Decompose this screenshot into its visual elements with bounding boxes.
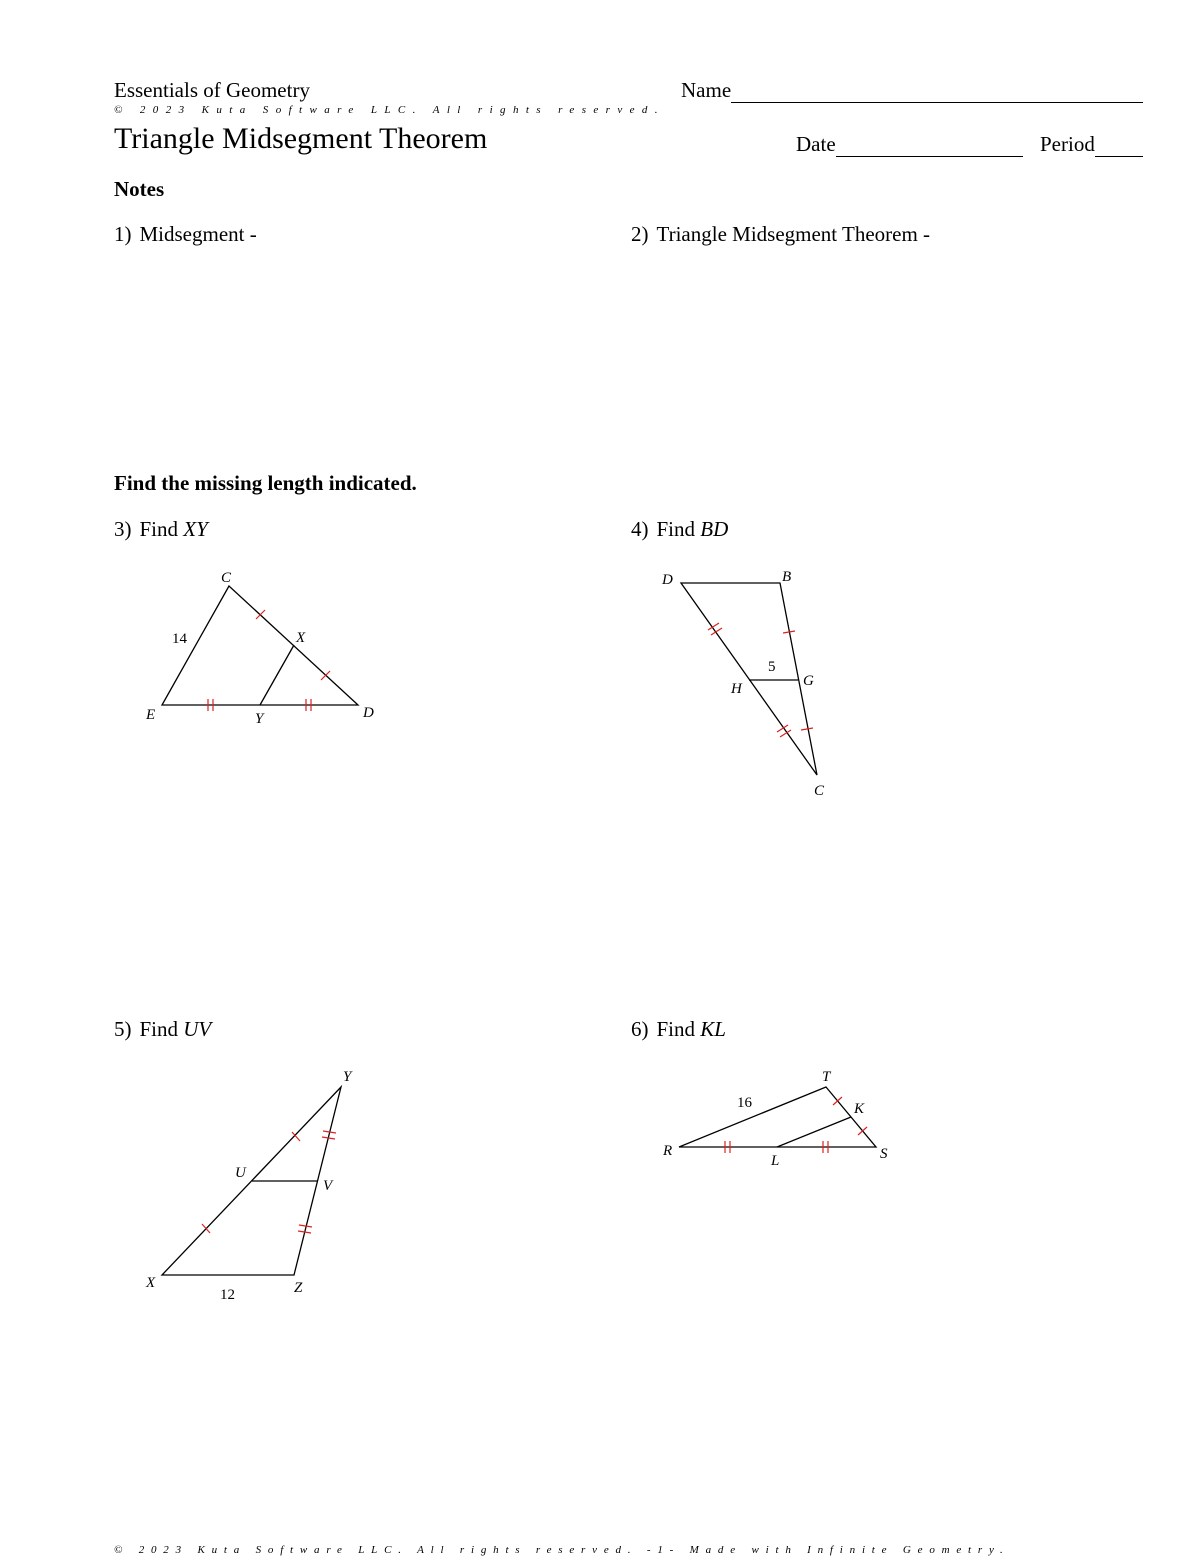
vertex-label-x: X [146, 1275, 156, 1291]
course-title: Essentials of Geometry [114, 78, 310, 102]
problem-number: 4) [631, 517, 649, 541]
instructions: Find the missing length indicated. [114, 471, 417, 495]
given-length-rt: 16 [737, 1095, 752, 1111]
problem-prompt: Find [139, 517, 179, 541]
midpoint-label-k: K [854, 1101, 865, 1117]
problem-prompt: Find [656, 1017, 696, 1041]
vertex-label-b: B [782, 569, 792, 585]
midpoint-label-u: U [235, 1165, 246, 1181]
note-number: 2) [631, 222, 649, 246]
midpoint-label-y: Y [255, 711, 264, 727]
name-label: Name [681, 78, 732, 102]
note-text: Triangle Midsegment Theorem - [656, 222, 931, 246]
given-length-xz: 12 [220, 1287, 235, 1303]
midpoint-label-v: V [323, 1178, 333, 1194]
vertex-label-d: D [662, 572, 673, 588]
midsegment-kl [777, 1117, 851, 1147]
vertex-label-t: T [822, 1069, 831, 1085]
midpoint-label-x: X [296, 630, 306, 646]
problem-number: 5) [114, 1017, 132, 1041]
note-text: Midsegment - [139, 222, 257, 246]
date-label: Date [796, 132, 836, 156]
note-number: 1) [114, 222, 132, 246]
vertex-label-s: S [880, 1146, 888, 1162]
problem-target: KL [700, 1017, 726, 1041]
copyright-notice: © 2023 Kuta Software LLC. All rights reserved. [114, 104, 665, 116]
midpoint-label-h: H [731, 681, 742, 697]
worksheet-title: Triangle Midsegment Theorem [114, 122, 488, 155]
vertex-label-e: E [146, 707, 156, 723]
problem-prompt: Find [656, 517, 696, 541]
problem-target: XY [183, 517, 208, 541]
given-length-hg: 5 [768, 659, 776, 675]
period-label: Period [1040, 132, 1095, 156]
problem-prompt: Find [139, 1017, 179, 1041]
midpoint-label-g: G [803, 673, 814, 689]
vertex-label-y: Y [343, 1069, 352, 1085]
midpoint-label-l: L [771, 1153, 780, 1169]
problem-target: UV [183, 1017, 212, 1041]
vertex-label-r: R [663, 1143, 673, 1159]
vertex-label-c: C [221, 570, 232, 586]
problem-number: 3) [114, 517, 132, 541]
vertex-label-z: Z [294, 1280, 303, 1296]
given-length-ce: 14 [172, 631, 187, 647]
page-footer: © 2023 Kuta Software LLC. All rights reserved. -1- Made with Infinite Geometry. [114, 1544, 1010, 1556]
triangle-trs [679, 1087, 876, 1147]
vertex-label-c: C [814, 783, 825, 799]
vertex-label-d: D [363, 705, 374, 721]
problem-number: 6) [631, 1017, 649, 1041]
problem-target: BD [700, 517, 729, 541]
notes-heading: Notes [114, 177, 165, 201]
